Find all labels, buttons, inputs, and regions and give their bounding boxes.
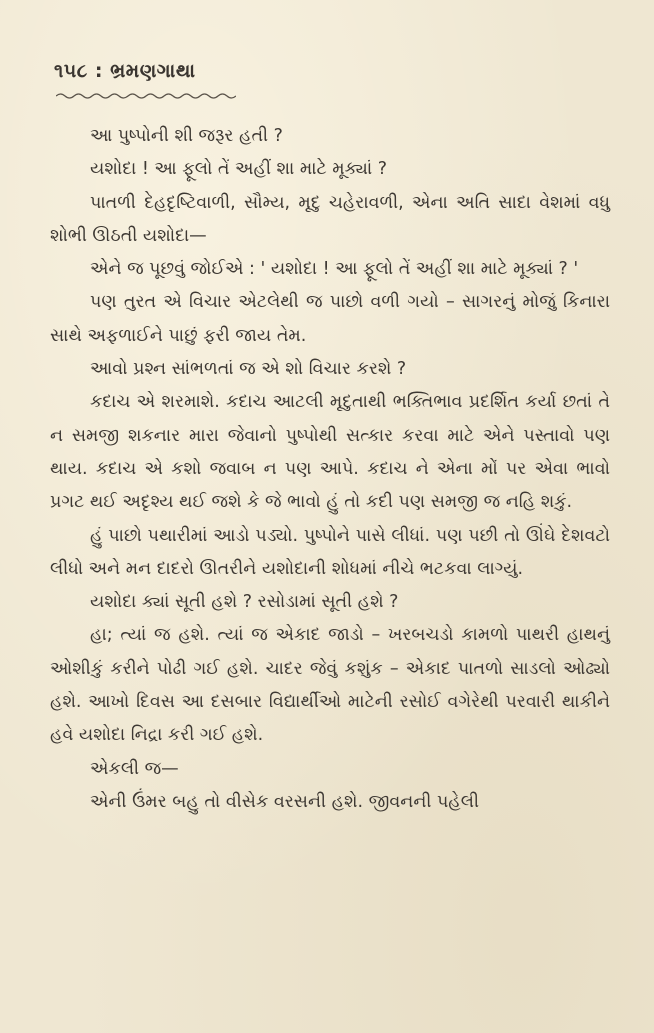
paragraph: કદાચ એ શરમાશે. કદાચ આટલી મૃદુતાથી ભક્તિભાવ પ્રદર્શિત કર્યા છતાં તે ન સમજી શકનાર મારા જેવાનો પુષ્પોથી સત્કાર કરવા માટે એને પસ્તાવો પણ થાય. કદાચ એ કશો જવાબ ન પણ આપે. કદાચ ને એના મોં પર એવા ભાવો પ્રગટ થઈ અદૃશ્ય થઈ જશે કે જે ભાવો હું તો કદી પણ સમજી જ નહિ શકું.	[50, 392, 610, 513]
paragraph: યશોદા ! આ ફૂલો તેં અહીં શા માટે મૂક્યાં ?	[90, 159, 388, 180]
paragraph: પણ તુરત એ વિચાર એટલેથી જ પાછો વળી ગયો – સાગરનું મોજું કિનારા સાથે અફળાઈને પાછું ફરી જાય તેમ.	[50, 292, 610, 346]
body-text	[50, 120, 610, 819]
paragraph: હા; ત્યાં જ હશે. ત્યાં જ એકાદ જાડો – ખરબચડો કામળો પાથરી હાથનું ઓશીકું કરીને પોઢી ગઈ હશે. ચાદર જેવું કશુંક – એકાદ પાતળો સાડલો ઓઢ્યો હશે. આખો દિવસ આ દસબાર વિદ્યાર્થીઓ માટેની રસોઈ વગેરેથી પરવારી થાકીને હવે યશોદા નિદ્રા કરી ગઈ હશે.	[50, 625, 610, 746]
paragraph: હું પાછો પથારીમાં આડો પડ્યો. પુષ્પોને પાસે લીધાં. પણ પછી તો ઊંઘે દેશવટો લીધો અને મન દાદરો ઊતરીને યશોદાની શોધમાં નીચે ભટકવા લાગ્યું.	[50, 525, 610, 579]
book-title: ભ્રમણગાથા	[110, 60, 196, 82]
paragraph: આ પુષ્પોની શી જરૂર હતી ?	[90, 126, 283, 146]
header-wavy-underline	[56, 92, 236, 100]
header-separator: :	[94, 60, 103, 82]
paragraph: પાતળી દેહદૃષ્ટિવાળી, સૌમ્ય, મૃદુ ચહેરાવળી, એના અતિ સાદા વેશમાં વધુ શોભી ઊઠતી યશોદા—	[50, 192, 610, 246]
paragraph: યશોદા ક્યાં સૂતી હશે ? રસોડામાં સૂતી હશે ?	[90, 592, 399, 613]
page-number: ૧૫૮	[54, 60, 88, 82]
paragraph: એની ઉંમર બહુ તો વીસેક વરસની હશે. જીવનની પહેલી	[90, 791, 479, 812]
paragraph: એને જ પૂછવું જોઈએ : ' યશોદા ! આ ફૂલો તેં અહીં શા માટે મૂક્યાં ? '	[90, 259, 579, 280]
paragraph: આવો પ્રશ્ન સાંભળતાં જ એ શો વિચાર કરશે ?	[90, 359, 407, 380]
running-header	[54, 60, 196, 82]
paragraph: એકલી જ—	[90, 758, 179, 779]
